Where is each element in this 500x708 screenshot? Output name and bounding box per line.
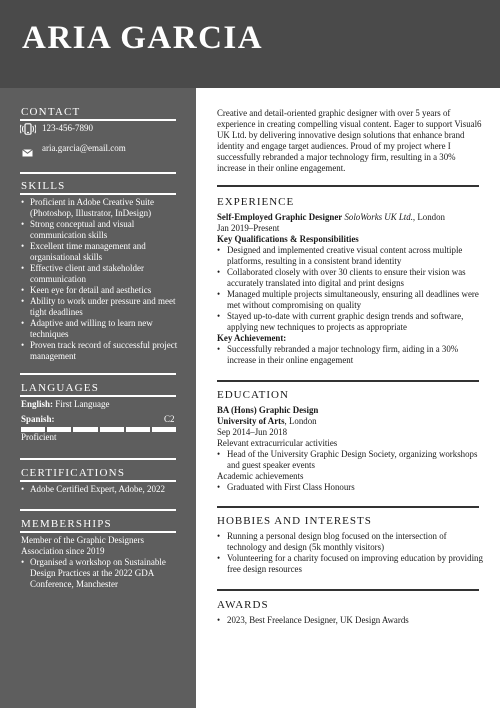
- contact-email[interactable]: aria.garcia@email.com: [42, 143, 126, 153]
- level-segment: [126, 427, 150, 432]
- extracurricular-list: [217, 449, 485, 471]
- hobbies-list: [217, 531, 485, 575]
- level-segment: [152, 427, 176, 432]
- candidate-name: ARIA GARCIA: [22, 20, 264, 56]
- english-level: First Language: [55, 399, 110, 409]
- certification-item: • Adobe Certified Expert, Adobe, 2022: [21, 484, 181, 495]
- awards-block: [217, 615, 485, 626]
- skill-item: • Proven track record of successful project management: [21, 340, 181, 362]
- education-divider: [217, 380, 479, 382]
- skill-item: • Excellent time management and organisational skills: [21, 241, 181, 263]
- extracurricular-item: • Head of the University Graphic Design Society, organizing workshops and guest speaker events: [217, 449, 485, 471]
- academic-title: Academic achievements: [217, 471, 304, 481]
- skill-item: • Proficient in Adobe Creative Suite (Photoshop, Illustrator, InDesign): [21, 197, 181, 219]
- extracurricular-title: Relevant extracurricular activities: [217, 438, 338, 448]
- achievements-list: [217, 344, 485, 366]
- school-name: University of Arts: [217, 416, 285, 426]
- phone-icon: [20, 122, 36, 140]
- job-company: SoloWorks UK Ltd.: [344, 212, 413, 222]
- sidebar: [0, 88, 196, 708]
- email-icon: [22, 144, 33, 162]
- membership-item: • Organised a workshop on Sustainable Design Practices at the 2022 GDA Conference, Manchester: [21, 557, 181, 590]
- job-dates: Jan 2019–Present: [217, 223, 280, 233]
- job-role: Self-Employed Graphic Designer: [217, 212, 343, 222]
- main-content: [196, 88, 500, 708]
- memberships-divider: [20, 531, 176, 533]
- degree: BA (Hons) Graphic Design: [217, 405, 319, 415]
- languages-divider: [20, 395, 176, 397]
- languages-bottom-divider: [20, 458, 176, 460]
- responsibility-item: • Managed multiple projects simultaneously, ensuring all deadlines were met without compromising on quality: [217, 289, 485, 311]
- certifications-divider: [20, 480, 176, 482]
- contact-bottom-divider: [20, 172, 176, 174]
- hobbies-divider: [217, 506, 479, 508]
- certifications-title: CERTIFICATIONS: [21, 467, 126, 479]
- memberships-title: MEMBERSHIPS: [21, 518, 112, 530]
- summary: Creative and detail-oriented graphic designer with over 5 years of experience in creating compelling visual content. Eager to support Visual6 UK Ltd. by delivering innovative design solutions that enhance brand identity and engage target audiences. Proud of my project where I successfully rebranded a major technology firm, resulting in a 30% increase in their online engagement.: [217, 108, 482, 173]
- school-line: [217, 416, 485, 427]
- level-segment: [100, 427, 124, 432]
- awards-title: AWARDS: [217, 599, 269, 611]
- experience-divider: [217, 185, 479, 187]
- school-location: , London: [284, 416, 317, 426]
- responsibilities-list: [217, 245, 485, 333]
- skill-item: • Keen eye for detail and aesthetics: [21, 285, 181, 296]
- memberships-list: [21, 557, 181, 590]
- spanish-code: C2: [164, 414, 175, 424]
- skill-item: • Strong conceptual and visual communication skills: [21, 219, 181, 241]
- responsibility-item: • Designed and implemented creative visual content across multiple platforms, resulting in a consistent brand identity: [217, 245, 485, 267]
- education-title: EDUCATION: [217, 389, 289, 401]
- award-item: • 2023, Best Freelance Designer, UK Design Awards: [217, 615, 485, 626]
- awards-divider: [217, 589, 479, 591]
- qualifications-title: Key Qualifications & Responsibilities: [217, 234, 359, 244]
- achievement-item: • Successfully rebranded a major technology firm, aiding in a 30% increase in their online engagement: [217, 344, 485, 366]
- education-dates: Sep 2014–Jun 2018: [217, 427, 288, 437]
- english-label: English:: [21, 399, 54, 409]
- skill-item: • Adaptive and willing to learn new techniques: [21, 318, 181, 340]
- hobbies-block: [217, 531, 485, 575]
- experience-title: EXPERIENCE: [217, 196, 295, 208]
- job-location: , London: [412, 212, 445, 222]
- responsibility-item: • Collaborated closely with over 30 clients to ensure their vision was accurately translated into digital and print designs: [217, 267, 485, 289]
- contact-title: CONTACT: [21, 106, 81, 118]
- certifications-bottom-divider: [20, 509, 176, 511]
- academic-item: • Graduated with First Class Honours: [217, 482, 485, 493]
- skills-divider: [20, 193, 176, 195]
- hobbies-title: HOBBIES AND INTERESTS: [217, 515, 372, 527]
- achievement-title: Key Achievement:: [217, 333, 287, 343]
- contact-phone[interactable]: 123-456-7890: [42, 123, 93, 133]
- resume-header: [0, 0, 500, 88]
- responsibility-item: • Stayed up-to-date with current graphic design trends and software, applying new techniques to projects as appropriate: [217, 311, 485, 333]
- job-line: [217, 212, 485, 223]
- skill-item: • Effective client and stakeholder communication: [21, 263, 181, 285]
- contact-divider: [20, 119, 176, 121]
- certifications-list: [21, 484, 181, 495]
- awards-list: [217, 615, 485, 626]
- hobby-item: • Running a personal design blog focused on the intersection of technology and design (5k monthly visitors): [217, 531, 485, 553]
- experience-block: [217, 212, 485, 366]
- spanish-label: Spanish:: [21, 414, 55, 424]
- education-block: [217, 405, 485, 493]
- skills-title: SKILLS: [21, 180, 66, 192]
- spanish-level: Proficient: [21, 432, 57, 442]
- level-segment: [73, 427, 97, 432]
- skills-bottom-divider: [20, 373, 176, 375]
- skills-list: [21, 197, 181, 362]
- academic-list: [217, 482, 485, 493]
- languages-title: LANGUAGES: [21, 382, 100, 394]
- membership-text: Member of the Graphic Designers Association since 2019: [21, 535, 144, 556]
- language-english: [21, 399, 110, 410]
- skill-item: • Ability to work under pressure and meet tight deadlines: [21, 296, 181, 318]
- hobby-item: • Volunteering for a charity focused on improving education by providing free design resources: [217, 553, 485, 575]
